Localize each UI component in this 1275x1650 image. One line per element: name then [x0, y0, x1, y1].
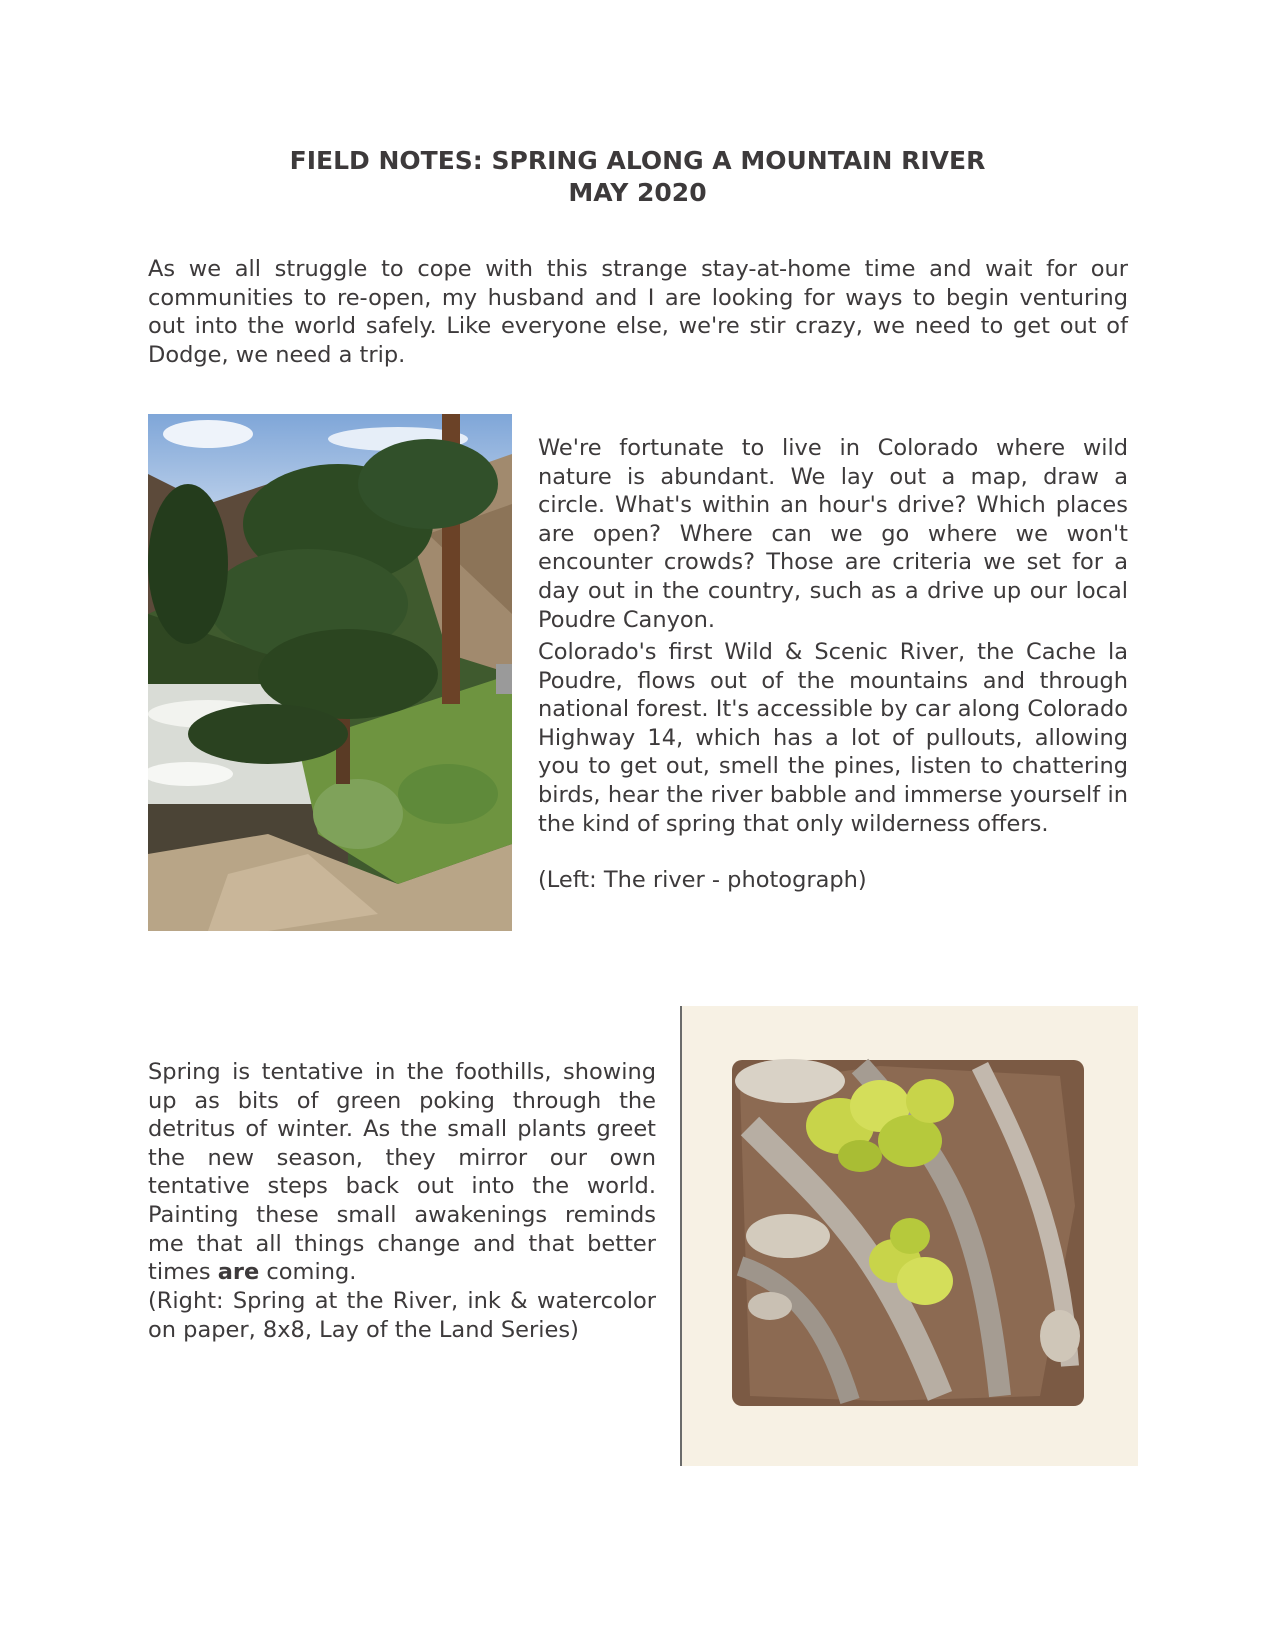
paragraph-spring-text: Spring is tentative in the foothills, showing up as bits of green poking through the detritus of winter. As the small plants greet the new season, they mirror our own tentative steps back out into the world. Painting these small awakenings reminds me that all things change and that better times — [148, 1059, 656, 1286]
paragraph-spring — [148, 1058, 656, 1287]
title-line-1: FIELD NOTES: SPRING ALONG A MOUNTAIN RIVER — [289, 146, 986, 175]
title-line-2: MAY 2020 — [568, 178, 707, 207]
paragraph-poudre-river: Colorado's first Wild & Scenic River, the Cache la Poudre, flows out of the mountains and through national forest. It's accessible by car along Colorado Highway 14, which has a lot of pullouts, allowing you to get out, smell the pines, listen to chattering birds, hear the river babble and immerse yourself in the kind of spring that only wilderness offers. — [538, 639, 1128, 837]
emphasis-are: are — [217, 1259, 260, 1286]
paragraph-spring-end: coming. — [259, 1259, 357, 1286]
page-title — [0, 145, 1275, 209]
paragraph-colorado: We're fortunate to live in Colorado where wild nature is abundant. We lay out a map, draw a circle. What's within an hour's drive? Which places are open? Where can we go where we won't encounter crowds? Those are criteria we set for a day out in the country, such as a drive up our local Poudre Canyon. — [538, 435, 1128, 633]
painting-caption: (Right: Spring at the River, ink & watercolor on paper, 8x8, Lay of the Land Series) — [148, 1288, 656, 1343]
photo-caption: (Left: The river - photograph) — [538, 867, 867, 893]
river-photograph — [148, 414, 512, 931]
watercolor-painting — [680, 1006, 1138, 1466]
intro-paragraph: As we all struggle to cope with this strange stay-at-home time and wait for our communities to re-open, my husband and I are looking for ways to begin venturing out into the world safely. Like everyone else, we're stir crazy, we need to get out of Dodge, we need a trip. — [148, 256, 1128, 368]
